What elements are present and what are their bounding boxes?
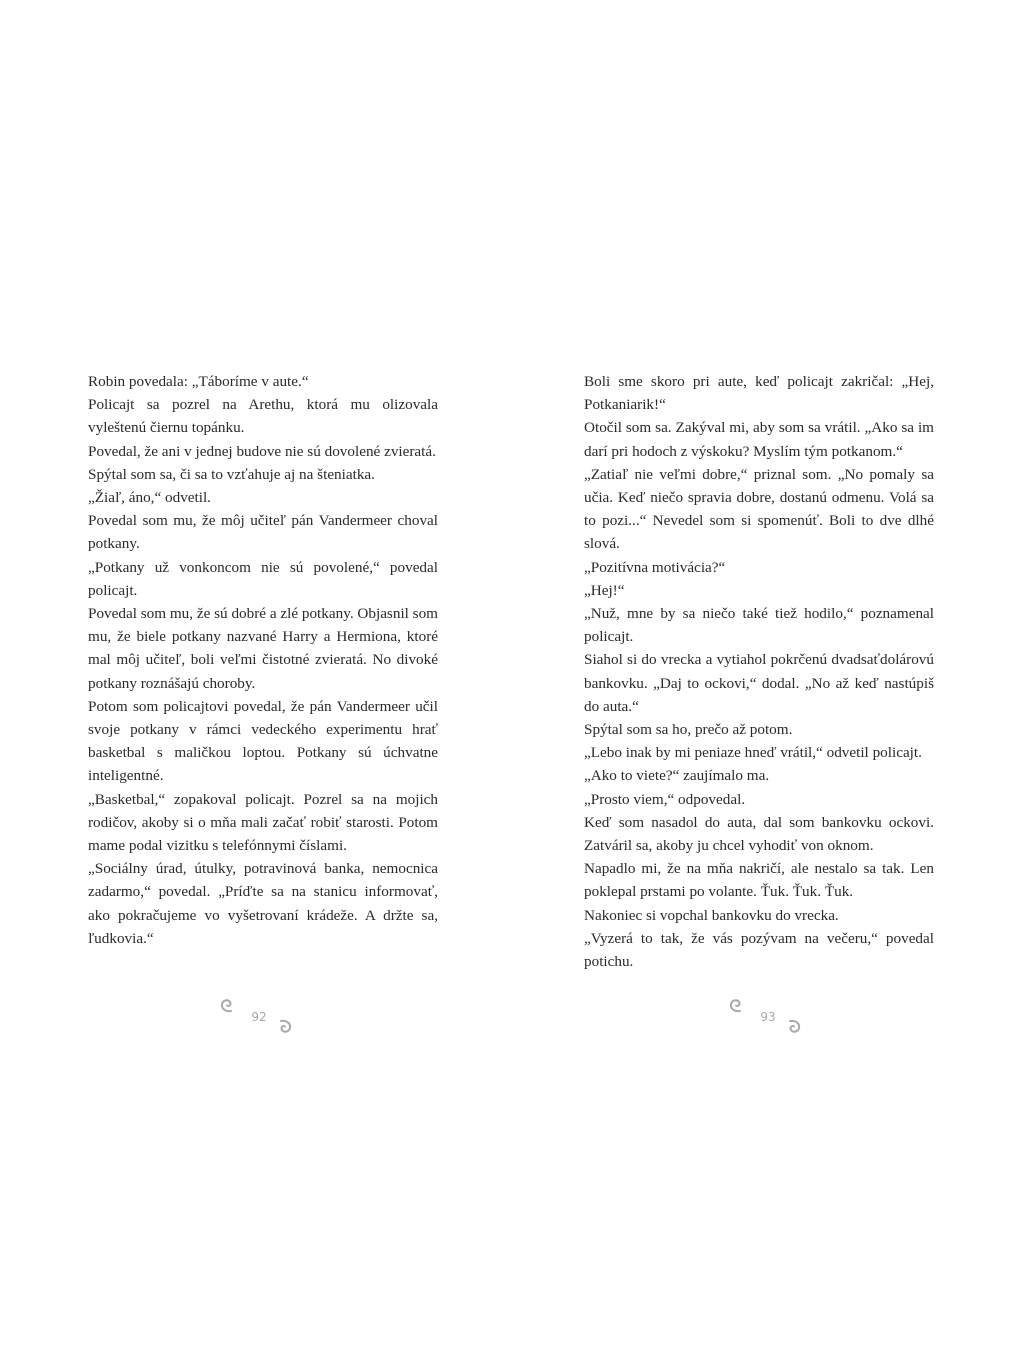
paragraph: „Žiaľ, áno,“ odvetil. (88, 489, 211, 507)
paragraph: Spýtal som sa, či sa to vzťahuje aj na šteniatka. (88, 465, 375, 483)
paragraph: „Hej!“ (584, 581, 625, 599)
paragraph: „Prosto viem,“ odpovedal. (584, 790, 746, 808)
right-page-folio (724, 998, 814, 1038)
paragraph: „Zatiaľ nie veľmi dobre,“ priznal som. „No pomaly sa učia. Keď niečo spravia dobre, dostanú odmenu. Volá sa to pozi...“ Nevedel som si spomenúť. Boli to dve dlhé slová. (584, 465, 934, 553)
paragraph: „Vyzerá to tak, že vás pozývam na večeru,“ povedal potichu. (584, 929, 934, 971)
left-page (88, 370, 438, 950)
paragraph: „Pozitívna motivácia?“ (584, 558, 726, 576)
paragraph: Robin povedala: „Táboríme v aute.“ (88, 373, 309, 390)
paragraph: Siahol si do vrecka a vytiahol pokrčenú dvadsaťdolárovú bankovku. „Daj to ockovi,“ dodal. „No až keď nastúpiš do auta.“ (584, 651, 934, 715)
swirl-icon (786, 1018, 802, 1034)
swirl-icon (728, 998, 744, 1014)
paragraph: „Basketbal,“ zopakoval policajt. Pozrel sa na mojich rodičov, akoby si o mňa mali začať robiť starosti. Potom mame podal vizitku s telefónnymi číslami. (88, 790, 438, 855)
paragraph: „Ako to viete?“ zaujímalo ma. (584, 767, 770, 785)
paragraph: „Nuž, mne by sa niečo také tiež hodilo,“ poznamenal policajt. (584, 605, 934, 646)
paragraph: Povedal, že ani v jednej budove nie sú dovolené zvieratá. (88, 442, 436, 460)
paragraph: Nakoniec si vopchal bankovku do vrecka. (584, 906, 839, 924)
right-page (584, 370, 934, 973)
paragraph: Keď som nasadol do auta, dal som bankovku ockovi. Zatváril sa, akoby ju chcel vyhodiť von oknom. (584, 813, 934, 855)
paragraph: Spýtal som sa ho, prečo až potom. (584, 721, 793, 739)
paragraph: „Potkany už vonkoncom nie sú povolené,“ povedal policajt. (88, 558, 438, 599)
swirl-icon (219, 998, 235, 1014)
left-page-folio (215, 998, 305, 1038)
paragraph: Povedal som mu, že môj učiteľ pán Vandermeer choval potkany. (88, 512, 438, 553)
swirl-icon (277, 1018, 293, 1034)
page-number: 93 (760, 1010, 776, 1024)
paragraph: Boli sme skoro pri aute, keď policajt zakričal: „Hej, Potkaniarik!“ (584, 373, 934, 414)
paragraph: Povedal som mu, že sú dobré a zlé potkany. Objasnil som mu, že biele potkany nazvané Harry a Hermiona, ktoré mal môj učiteľ, boli veľmi čistotné zvieratá. No divoké potkany roznášajú choroby. (88, 605, 438, 692)
paragraph: Otočil som sa. Zakýval mi, aby som sa vrátil. „Ako sa im darí pri hodoch z výskoku? Myslím tým potkanom.“ (584, 419, 934, 460)
paragraph: Policajt sa pozrel na Arethu, ktorá mu olizovala vyleštenú čiernu topánku. (88, 396, 438, 437)
paragraph: „Lebo inak by mi peniaze hneď vrátil,“ odvetil policajt. (584, 744, 922, 762)
paragraph: Napadlo mi, že na mňa nakričí, ale nestalo sa tak. Len poklepal prstami po volante. Ťuk. Ťuk. Ťuk. (584, 860, 934, 901)
paragraph: Potom som policajtovi povedal, že pán Vandermeer učil svoje potkany v rámci vedeckého experimentu hrať basketbal s maličkou loptou. Potkany sú úchvatne inteligentné. (88, 697, 438, 785)
paragraph: „Sociálny úrad, útulky, potravinová banka, nemocnica zadarmo,“ povedal. „Príďte sa na stanicu informovať, ako pokračujeme vo vyšetrovaní krádeže. A držte sa, ľudkovia.“ (88, 860, 438, 947)
page-number: 92 (251, 1010, 267, 1024)
